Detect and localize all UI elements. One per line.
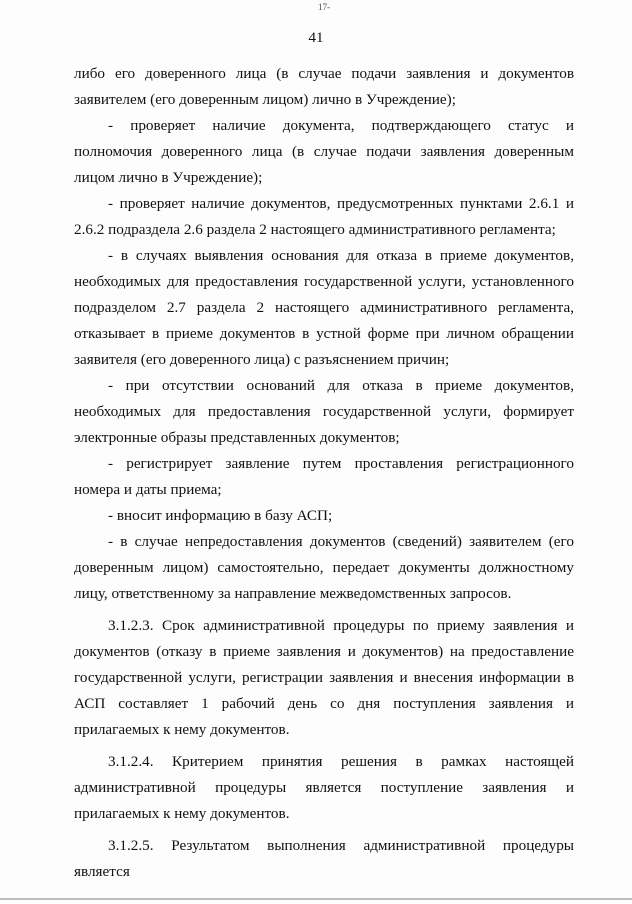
paragraph-database: - вносит информацию в базу АСП;	[108, 507, 333, 524]
scan-edge-line	[0, 898, 632, 900]
page-number: 41	[308, 30, 324, 46]
paragraph-3-1-2-4: 3.1.2.4. Критерием принятия решения в рамках настоящей административной процедуры является поступление заявления и прилагаемых к нему документов.	[74, 753, 574, 822]
page-top-mark: 17-	[318, 2, 330, 12]
paragraph-check-documents: - проверяет наличие документов, предусмотренных пунктами 2.6.1 и 2.6.2 подраздела 2.6 раздела 2 настоящего административного регламента;	[74, 195, 574, 238]
paragraph-continuation: либо его доверенного лица (в случае подачи заявления и документов заявителем (его доверенным лицом) лично в Учреждение);	[74, 65, 574, 108]
paragraph-electronic-images: - при отсутствии оснований для отказа в приеме документов, необходимых для предоставления государственной услуги, формирует электронные образы представленных документов;	[74, 377, 574, 446]
paragraph-3-1-2-5: 3.1.2.5. Результатом выполнения административной процедуры является	[74, 837, 574, 880]
paragraph-interagency: - в случае непредоставления документов (сведений) заявителем (его доверенным лицом) самостоятельно, передает документы должностному лицу, ответственному за направление межведомственных запросов.	[74, 533, 574, 602]
paragraph-check-authority: - проверяет наличие документа, подтверждающего статус и полномочия доверенного лица (в случае подачи заявления доверенным лицом лично в Учреждение);	[74, 117, 574, 186]
paragraph-register: - регистрирует заявление путем проставления регистрационного номера и даты приема;	[74, 455, 574, 498]
paragraph-3-1-2-3: 3.1.2.3. Срок административной процедуры по приему заявления и документов (отказу в приеме заявления и документов) на предоставление государственной услуги, регистрации заявления и внесения информации в АСП составляет 1 рабочий день со дня поступления заявления и прилагаемых к нему документов.	[74, 617, 574, 738]
paragraph-refusal: - в случаях выявления основания для отказа в приеме документов, необходимых для предоставления государственной услуги, установленного подразделом 2.7 раздела 2 настоящего административного регламента, отказывает в приеме документов в устной форме при личном обращении заявителя (его доверенного лица) с разъяснением причин;	[74, 247, 574, 368]
document-body	[74, 61, 574, 885]
